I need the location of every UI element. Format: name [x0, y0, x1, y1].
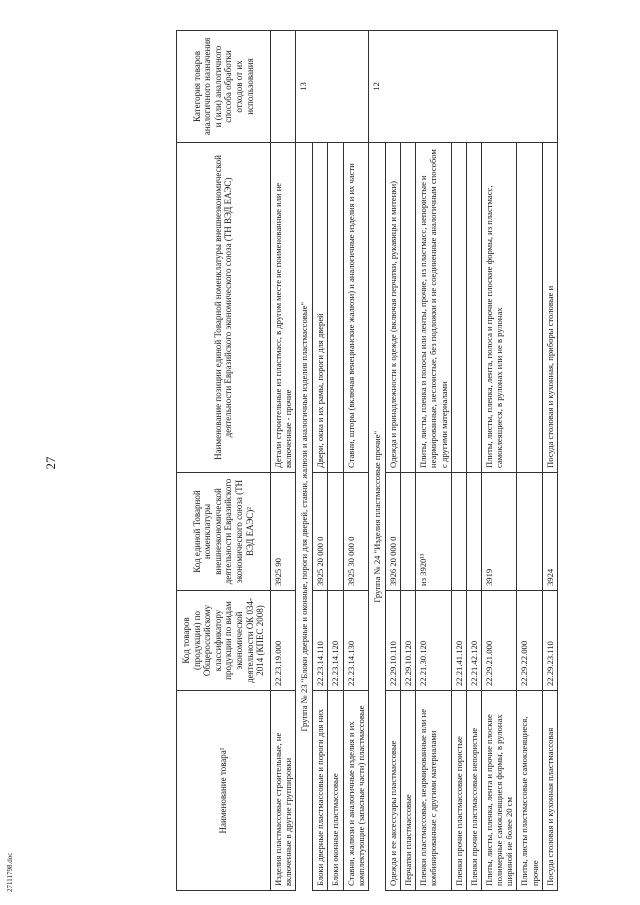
cell-tnved-name: Ставни, шторы (включая венецианские жалюзи) и аналогичные изделия и их части	[343, 143, 368, 473]
cell-okpd: 22.23.14.130	[343, 591, 368, 691]
cell-name: Посуда столовая и кухонная пластмассовая	[542, 691, 557, 891]
group-title: Группа № 23 "Блоки дверные и оконные, пороги для дверей, ставни, жалюзи и аналогичные изделия пластмассовые"	[296, 143, 313, 891]
cell-name: Одежда и ее аксессуары пластмассовые	[386, 691, 401, 891]
table-row	[386, 31, 401, 891]
cell-name: Пленки пластмассовые, неармированные или не комбинированные с другими материалами	[416, 691, 451, 891]
cell-tnved-name: Плиты, листы, пленка и полосы или ленты, прочие, из пластмасс, непористые и неармированные, неслоистые, без подложки и не соединенные аналогичным способом с другими материалами	[416, 143, 451, 473]
cell-okpd: 22.29.23.110	[542, 591, 557, 691]
cell-tnved: 3925 30 000 0	[343, 473, 368, 591]
cell-tnved-name	[328, 143, 343, 473]
cell-tnved	[328, 473, 343, 591]
cell-category	[270, 31, 295, 143]
table-row	[542, 31, 557, 891]
cell-tnved-name	[451, 143, 466, 473]
table-row	[451, 31, 466, 891]
group-row	[296, 31, 313, 891]
cell-tnved-name	[401, 143, 416, 473]
cell-okpd: 22.23.19.000	[270, 591, 295, 691]
table-row	[401, 31, 416, 891]
cell-tnved: из 3920¹³	[416, 473, 451, 591]
cell-okpd: 22.23.14.120	[328, 591, 343, 691]
group-category: 12	[368, 31, 557, 143]
page-number: 27	[43, 456, 58, 470]
goods-table	[176, 30, 558, 891]
cell-okpd: 22.21.30.120	[416, 591, 451, 691]
header-tnved: Код единой Товарной номенклатуры внешнеэкономической деятельности Евразийского экономического союза (ТН ВЭД ЕАЭС)²	[177, 473, 271, 591]
cell-tnved-name: Двери, окна и их рамы, пороги для дверей	[313, 143, 328, 473]
group-title: Группа № 24 "Изделия пластмассовые прочие"	[368, 143, 385, 891]
table-row	[328, 31, 343, 891]
cell-tnved: 3926 20 000 0	[386, 473, 401, 591]
cell-name: Ставни, жалюзи и аналогичные изделия и их комплектующие (запасные части) пластмассовые	[343, 691, 368, 891]
rotated-table-container	[176, 31, 624, 891]
cell-tnved: 3919	[481, 473, 516, 591]
cell-okpd: 22.29.22.000	[517, 591, 542, 691]
cell-okpd: 22.29.21.000	[481, 591, 516, 691]
group-row	[368, 31, 385, 891]
cell-okpd: 22.29.10.110	[386, 591, 401, 691]
header-category: Категория товаров аналогичного назначения и (или) аналогичного способа обработки отходов от их использования	[177, 31, 271, 143]
cell-name: Блоки дверные пластмассовые и пороги для них	[313, 691, 328, 891]
cell-name: Плиты, листы пластмассовые самоклеящиеся, прочие	[517, 691, 542, 891]
cell-name: Пленки прочие пластмассовые непористые	[466, 691, 481, 891]
cell-tnved-name: Детали строительные из пластмасс, в другом месте не поименованные или не включенные - прочие	[270, 143, 295, 473]
table-row	[481, 31, 516, 891]
cell-name: Изделия пластмассовые строительные, не включенные в другие группировки	[270, 691, 295, 891]
cell-tnved-name: Одежда и принадлежности к одежде (включая перчатки, рукавицы и митенки)	[386, 143, 401, 473]
header-okpd: Код товаров (продукции) по Общероссийскому классификатору продукции по видам экономической деятельности ОК 034-2014 (КПЕС 2008)	[177, 591, 271, 691]
cell-tnved-name: Посуда столовая и кухонная, приборы столовые и	[542, 143, 557, 473]
table-row	[313, 31, 328, 891]
cell-okpd: 22.21.41.120	[451, 591, 466, 691]
cell-name: Пленки прочие пластмассовые пористые	[451, 691, 466, 891]
cell-okpd: 22.29.10.120	[401, 591, 416, 691]
header-name: Наименование товара¹	[177, 691, 271, 891]
cell-tnved: 3925 90	[270, 473, 295, 591]
cell-tnved: 3925 20 000 0	[313, 473, 328, 591]
cell-tnved-name	[517, 143, 542, 473]
cell-name: Блоки оконные пластмассовые	[328, 691, 343, 891]
table-header-row	[177, 31, 271, 891]
table-row	[416, 31, 451, 891]
footer-filename: 27111798.doc	[6, 852, 14, 892]
cell-name: Перчатки пластмассовые	[401, 691, 416, 891]
cell-tnved-name: Плиты, листы, пленка, лента, полоса и прочие плоские формы, из пластмасс, самоклеящиеся, в рулонах или не в рулонах	[481, 143, 516, 473]
group-category: 13	[296, 31, 369, 143]
cell-tnved	[451, 473, 466, 591]
cell-tnved-name	[466, 143, 481, 473]
table-row	[466, 31, 481, 891]
table-row	[270, 31, 295, 891]
header-tnved-name: Наименование позиции единой Товарной номенклатуры внешнеэкономической деятельности Евразийского экономического союза (ТН ВЭД ЕАЭС)	[177, 143, 271, 473]
cell-name: Плиты, листы, пленка, лента и прочие плоские полимерные самоклеящиеся формы, в рулонах шириной не более 20 см	[481, 691, 516, 891]
table-row	[343, 31, 368, 891]
cell-tnved: 3924	[542, 473, 557, 591]
cell-okpd: 22.21.42.120	[466, 591, 481, 691]
table-row	[517, 31, 542, 891]
cell-tnved	[466, 473, 481, 591]
cell-tnved	[401, 473, 416, 591]
cell-tnved	[517, 473, 542, 591]
cell-okpd: 22.23.14.110	[313, 591, 328, 691]
